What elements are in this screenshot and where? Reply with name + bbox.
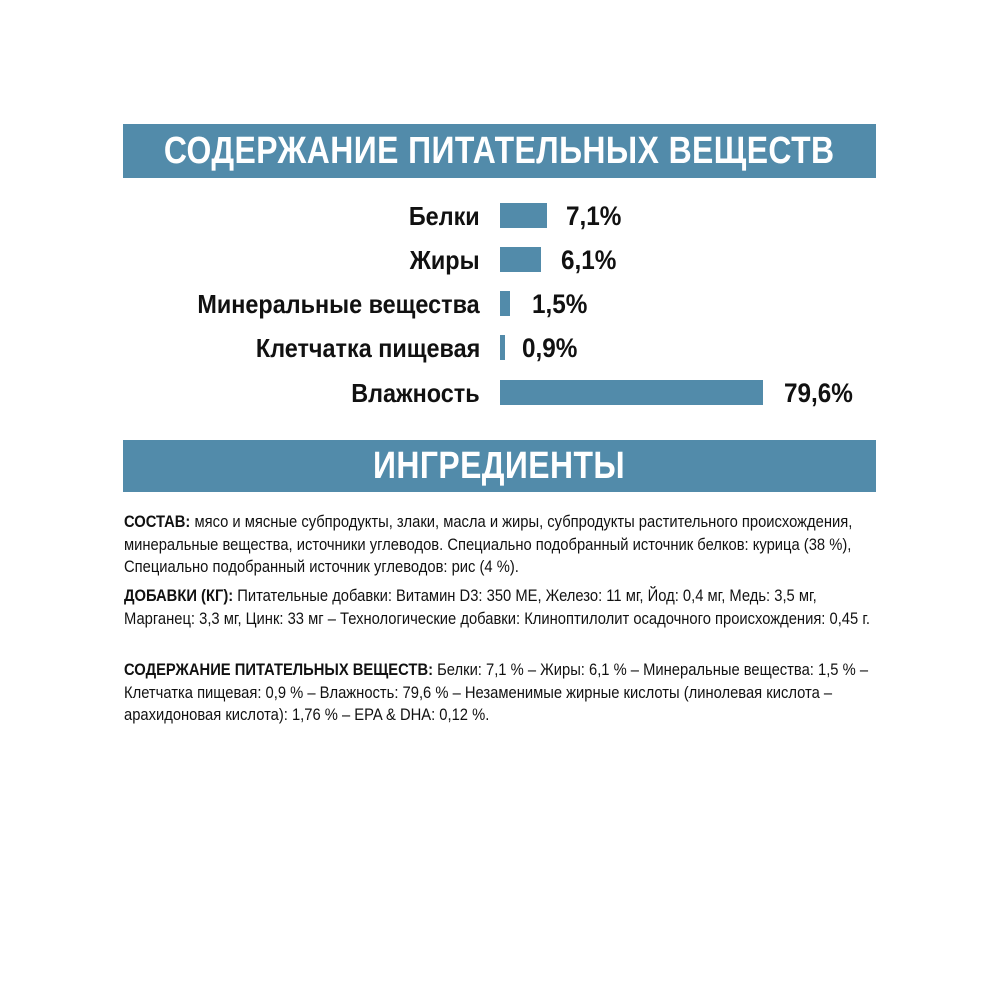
additives-label: ДОБАВКИ (КГ): xyxy=(124,587,234,605)
chart-value: 1,5% xyxy=(532,289,588,319)
chart-row-moisture xyxy=(0,378,1000,422)
composition-text: мясо и мясные субпродукты, злаки, масла и жиры, субпродукты растительного происхождения, минеральные вещества, источники углеводов. Специально подобранный источник белков: курица (38 %), Специально подобранный источник углеводов: рис (4 %). xyxy=(124,513,853,576)
additives-paragraph xyxy=(124,585,884,630)
chart-row-fat xyxy=(0,245,1000,289)
chart-label: Жиры xyxy=(410,245,480,275)
chart-value: 0,9% xyxy=(522,333,578,363)
chart-row-fiber xyxy=(0,333,1000,377)
composition-label: СОСТАВ: xyxy=(124,513,191,531)
chart-label: Влажность xyxy=(351,378,480,408)
composition-paragraph xyxy=(124,511,884,579)
chart-label: Белки xyxy=(409,201,480,231)
chart-value: 7,1% xyxy=(566,201,622,231)
chart-value: 6,1% xyxy=(561,245,617,275)
chart-row-protein xyxy=(0,201,1000,245)
chart-row-minerals xyxy=(0,289,1000,333)
chart-label: Клетчатка пищевая xyxy=(255,333,480,363)
chart-bar xyxy=(500,380,763,405)
chart-bar xyxy=(500,203,547,228)
chart-label: Минеральные вещества xyxy=(197,289,480,319)
nutrients-header-title: СОДЕРЖАНИЕ ПИТАТЕЛЬНЫХ ВЕЩЕСТВ xyxy=(164,129,835,172)
nutrients-label: СОДЕРЖАНИЕ ПИТАТЕЛЬНЫХ ВЕЩЕСТВ: xyxy=(124,661,434,679)
nutrients-header xyxy=(123,124,876,178)
nutrients-paragraph xyxy=(124,659,884,727)
chart-value: 79,6% xyxy=(784,378,853,408)
additives-text: Питательные добавки: Витамин D3: 350 МЕ, Железо: 11 мг, Йод: 0,4 мг, Медь: 3,5 мг, Марганец: 3,3 мг, Цинк: 33 мг – Технологические добавки: Клиноптилолит осадочного происхождения: 0,45 г. xyxy=(124,587,871,628)
ingredients-header-title: ИНГРЕДИЕНТЫ xyxy=(373,444,626,487)
chart-bar xyxy=(500,291,510,316)
chart-bar xyxy=(500,335,505,360)
ingredients-header xyxy=(123,440,876,492)
nutrients-text: Белки: 7,1 % – Жиры: 6,1 % – Минеральные вещества: 1,5 % – Клетчатка пищевая: 0,9 % – Влажность: 79,6 % – Незаменимые жирные кислоты (линолевая кислота – арахидоновая кислота): 1,76 % – EPA & DHA: 0,12 %. xyxy=(124,661,869,724)
chart-bar xyxy=(500,247,541,272)
